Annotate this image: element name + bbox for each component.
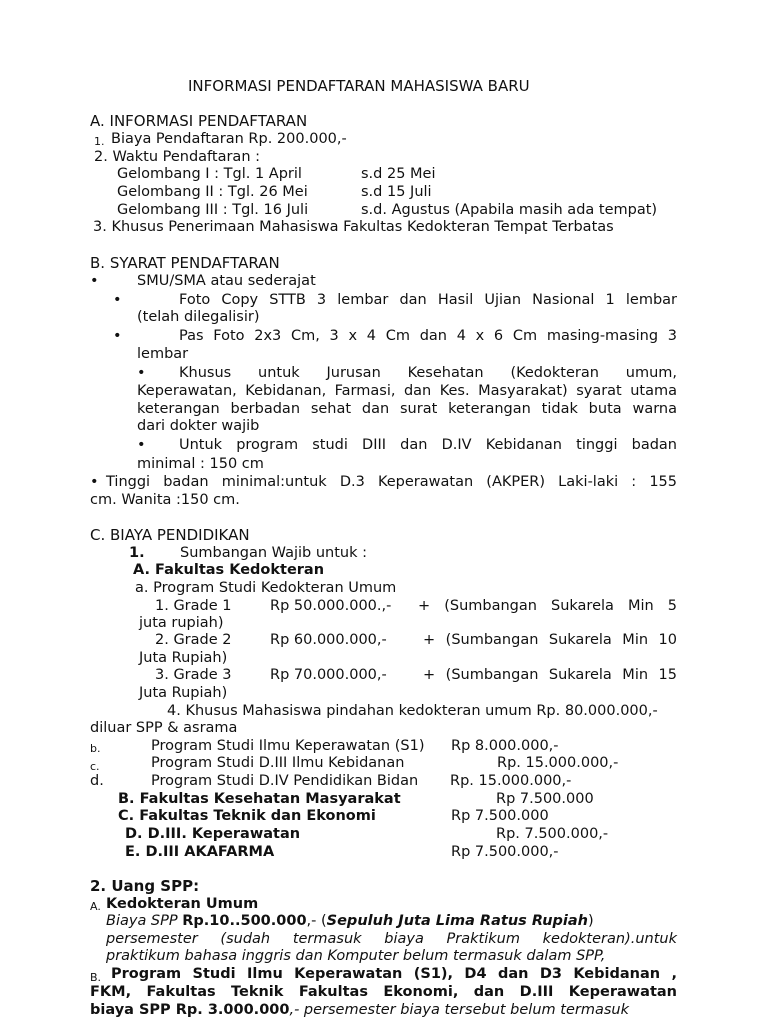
item-1-text: Biaya Pendaftaran Rp. 200.000,- xyxy=(111,131,347,147)
sumbangan-number: 1. xyxy=(129,545,145,561)
grade-3-cont: Juta Rupiah) xyxy=(139,685,228,701)
fakultas-kesmas-amount: Rp 7.500.000 xyxy=(496,791,594,807)
gelombang-2: Gelombang II : Tgl. 26 Mei xyxy=(117,184,308,200)
prodi-kedokteran-umum: a. Program Studi Kedokteran Umum xyxy=(135,580,397,596)
prodi-c-amount: Rp. 15.000.000,- xyxy=(497,755,619,771)
pindahan-text: 4. Khusus Mahasiswa pindahan kedokteran umum Rp. 80.000.000,- xyxy=(167,703,658,719)
spp-b-line-3 xyxy=(90,1002,677,1019)
diii-keperawatan-amount: Rp. 7.500.000,- xyxy=(496,826,609,842)
grade-1-cont: juta rupiah) xyxy=(139,615,224,631)
prodi-d: Program Studi D.IV Pendidikan Bidan xyxy=(151,773,419,789)
req-tinggi-1: Tinggi badan minimal:untuk D.3 Keperawatan (AKPER) Laki-laki : 155 xyxy=(106,474,677,490)
item-1-number: 1. xyxy=(94,135,105,148)
gelombang-3-end: s.d. Agustus (Apabila masih ada tempat) xyxy=(361,202,658,218)
prodi-b: Program Studi Ilmu Keperawatan (S1) xyxy=(151,738,425,754)
bullet-icon: • xyxy=(90,273,99,289)
bullet-icon: • xyxy=(113,292,122,308)
grade-1-extra: + (Sumbangan Sukarela Min 5 xyxy=(418,598,677,614)
req-diii-1: Untuk program studi DIII dan D.IV Kebidanan tinggi badan xyxy=(179,437,677,453)
spp-a-label: Biaya SPP xyxy=(106,913,183,929)
grade-3-amount: Rp 70.000.000,- xyxy=(270,667,387,683)
grade-2-label: 2. Grade 2 xyxy=(155,632,232,648)
spp-a-line-3: praktikum bahasa inggris dan Komputer belum termasuk dalam SPP, xyxy=(106,948,606,964)
req-smu: SMU/SMA atau sederajat xyxy=(137,273,316,289)
fakultas-teknik-ekonomi: C. Fakultas Teknik dan Ekonomi xyxy=(118,808,376,824)
spp-b-amount: biaya SPP Rp. 3.000.000 xyxy=(90,1002,290,1018)
gelombang-1-end: s.d 25 Mei xyxy=(361,166,436,182)
req-foto-copy-cont: (telah dilegalisir) xyxy=(137,309,260,325)
req-pas-foto-cont: lembar xyxy=(137,346,189,362)
spp-kedokteran-umum: Kedokteran Umum xyxy=(106,896,259,912)
diii-akafarma-amount: Rp 7.500.000,- xyxy=(451,844,559,860)
fakultas-kedokteran: A. Fakultas Kedokteran xyxy=(133,562,325,578)
spp-a-mid: ,- ( xyxy=(306,913,327,929)
grade-1-amount: Rp 50.000.000.,- xyxy=(270,598,392,614)
section-a-heading: A. INFORMASI PENDAFTARAN xyxy=(90,112,308,130)
item-2-text: 2. Waktu Pendaftaran : xyxy=(94,149,260,165)
grade-2-extra: + (Sumbangan Sukarela Min 10 xyxy=(423,632,677,648)
req-khusus-3: keterangan berbadan sehat dan surat keterangan tidak buta warna xyxy=(137,401,677,417)
spp-b-line-1: Program Studi Ilmu Keperawatan (S1), D4 dan D3 Kebidanan , xyxy=(111,966,677,982)
req-foto-copy: Foto Copy STTB 3 lembar dan Hasil Ujian Nasional 1 lembar xyxy=(179,292,677,308)
spp-a-amount: Rp.10..500.000 xyxy=(182,913,307,929)
pindahan-cont: diluar SPP & asrama xyxy=(90,720,238,736)
req-tinggi-2: cm. Wanita :150 cm. xyxy=(90,492,240,508)
section-c-heading: C. BIAYA PENDIDIKAN xyxy=(90,526,250,544)
prodi-d-amount: Rp. 15.000.000,- xyxy=(450,773,572,789)
page-title: INFORMASI PENDAFTARAN MAHASISWA BARU xyxy=(188,77,530,95)
prodi-b-amount: Rp 8.000.000,- xyxy=(451,738,559,754)
grade-2-amount: Rp 60.000.000,- xyxy=(270,632,387,648)
spp-a-words: Sepuluh Juta Lima Ratus Rupiah xyxy=(326,913,588,929)
bullet-icon: • xyxy=(137,437,146,453)
req-khusus-2: Keperawatan, Kebidanan, Farmasi, dan Kes. Masyarakat) syarat utama xyxy=(137,383,677,399)
bullet-icon: • xyxy=(90,474,99,490)
diii-akafarma: E. D.III AKAFARMA xyxy=(125,844,275,860)
req-pas-foto: Pas Foto 2x3 Cm, 3 x 4 Cm dan 4 x 6 Cm masing-masing 3 xyxy=(179,328,677,344)
gelombang-2-end: s.d 15 Juli xyxy=(361,184,432,200)
prodi-c: Program Studi D.III Ilmu Kebidanan xyxy=(151,755,405,771)
req-khusus-1: Khusus untuk Jurusan Kesehatan (Kedokteran umum, xyxy=(179,365,677,381)
fakultas-teknik-amount: Rp 7.500.000 xyxy=(451,808,549,824)
bullet-icon: • xyxy=(137,365,146,381)
req-khusus-4: dari dokter wajib xyxy=(137,418,260,434)
sumbangan-text: Sumbangan Wajib untuk : xyxy=(180,545,367,561)
spp-a-close: ) xyxy=(587,913,594,929)
spp-a-line-2: persemester (sudah termasuk biaya Praktikum kedokteran).untuk xyxy=(106,931,677,947)
grade-3-label: 3. Grade 3 xyxy=(155,667,232,683)
grade-1-label: 1. Grade 1 xyxy=(155,598,232,614)
spp-b-rest: ,- persemester biaya tersebut belum termasuk xyxy=(289,1002,629,1018)
grade-3-extra: + (Sumbangan Sukarela Min 15 xyxy=(423,667,677,683)
prodi-b-letter: b. xyxy=(90,742,101,755)
spp-b-line-2: FKM, Fakultas Teknik Fakultas Ekonomi, dan D.III Keperawatan xyxy=(90,984,677,1000)
item-3-text: 3. Khusus Penerimaan Mahasiswa Fakultas Kedokteran Tempat Terbatas xyxy=(93,219,614,235)
spp-a-line-1 xyxy=(106,913,677,930)
gelombang-1: Gelombang I : Tgl. 1 April xyxy=(117,166,302,182)
uang-spp-heading: 2. Uang SPP: xyxy=(90,877,200,895)
diii-keperawatan: D. D.III. Keperawatan xyxy=(125,826,301,842)
bullet-icon: • xyxy=(113,328,122,344)
prodi-d-letter: d. xyxy=(90,773,104,789)
fakultas-kesmas: B. Fakultas Kesehatan Masyarakat xyxy=(118,791,401,807)
req-diii-2: minimal : 150 cm xyxy=(137,456,264,472)
spp-b-letter: B. xyxy=(90,971,102,984)
section-b-heading: B. SYARAT PENDAFTARAN xyxy=(90,254,280,272)
spp-a-letter: A. xyxy=(90,900,101,913)
prodi-c-letter: c. xyxy=(90,760,100,773)
grade-2-cont: Juta Rupiah) xyxy=(139,650,228,666)
gelombang-3: Gelombang III : Tgl. 16 Juli xyxy=(117,202,309,218)
